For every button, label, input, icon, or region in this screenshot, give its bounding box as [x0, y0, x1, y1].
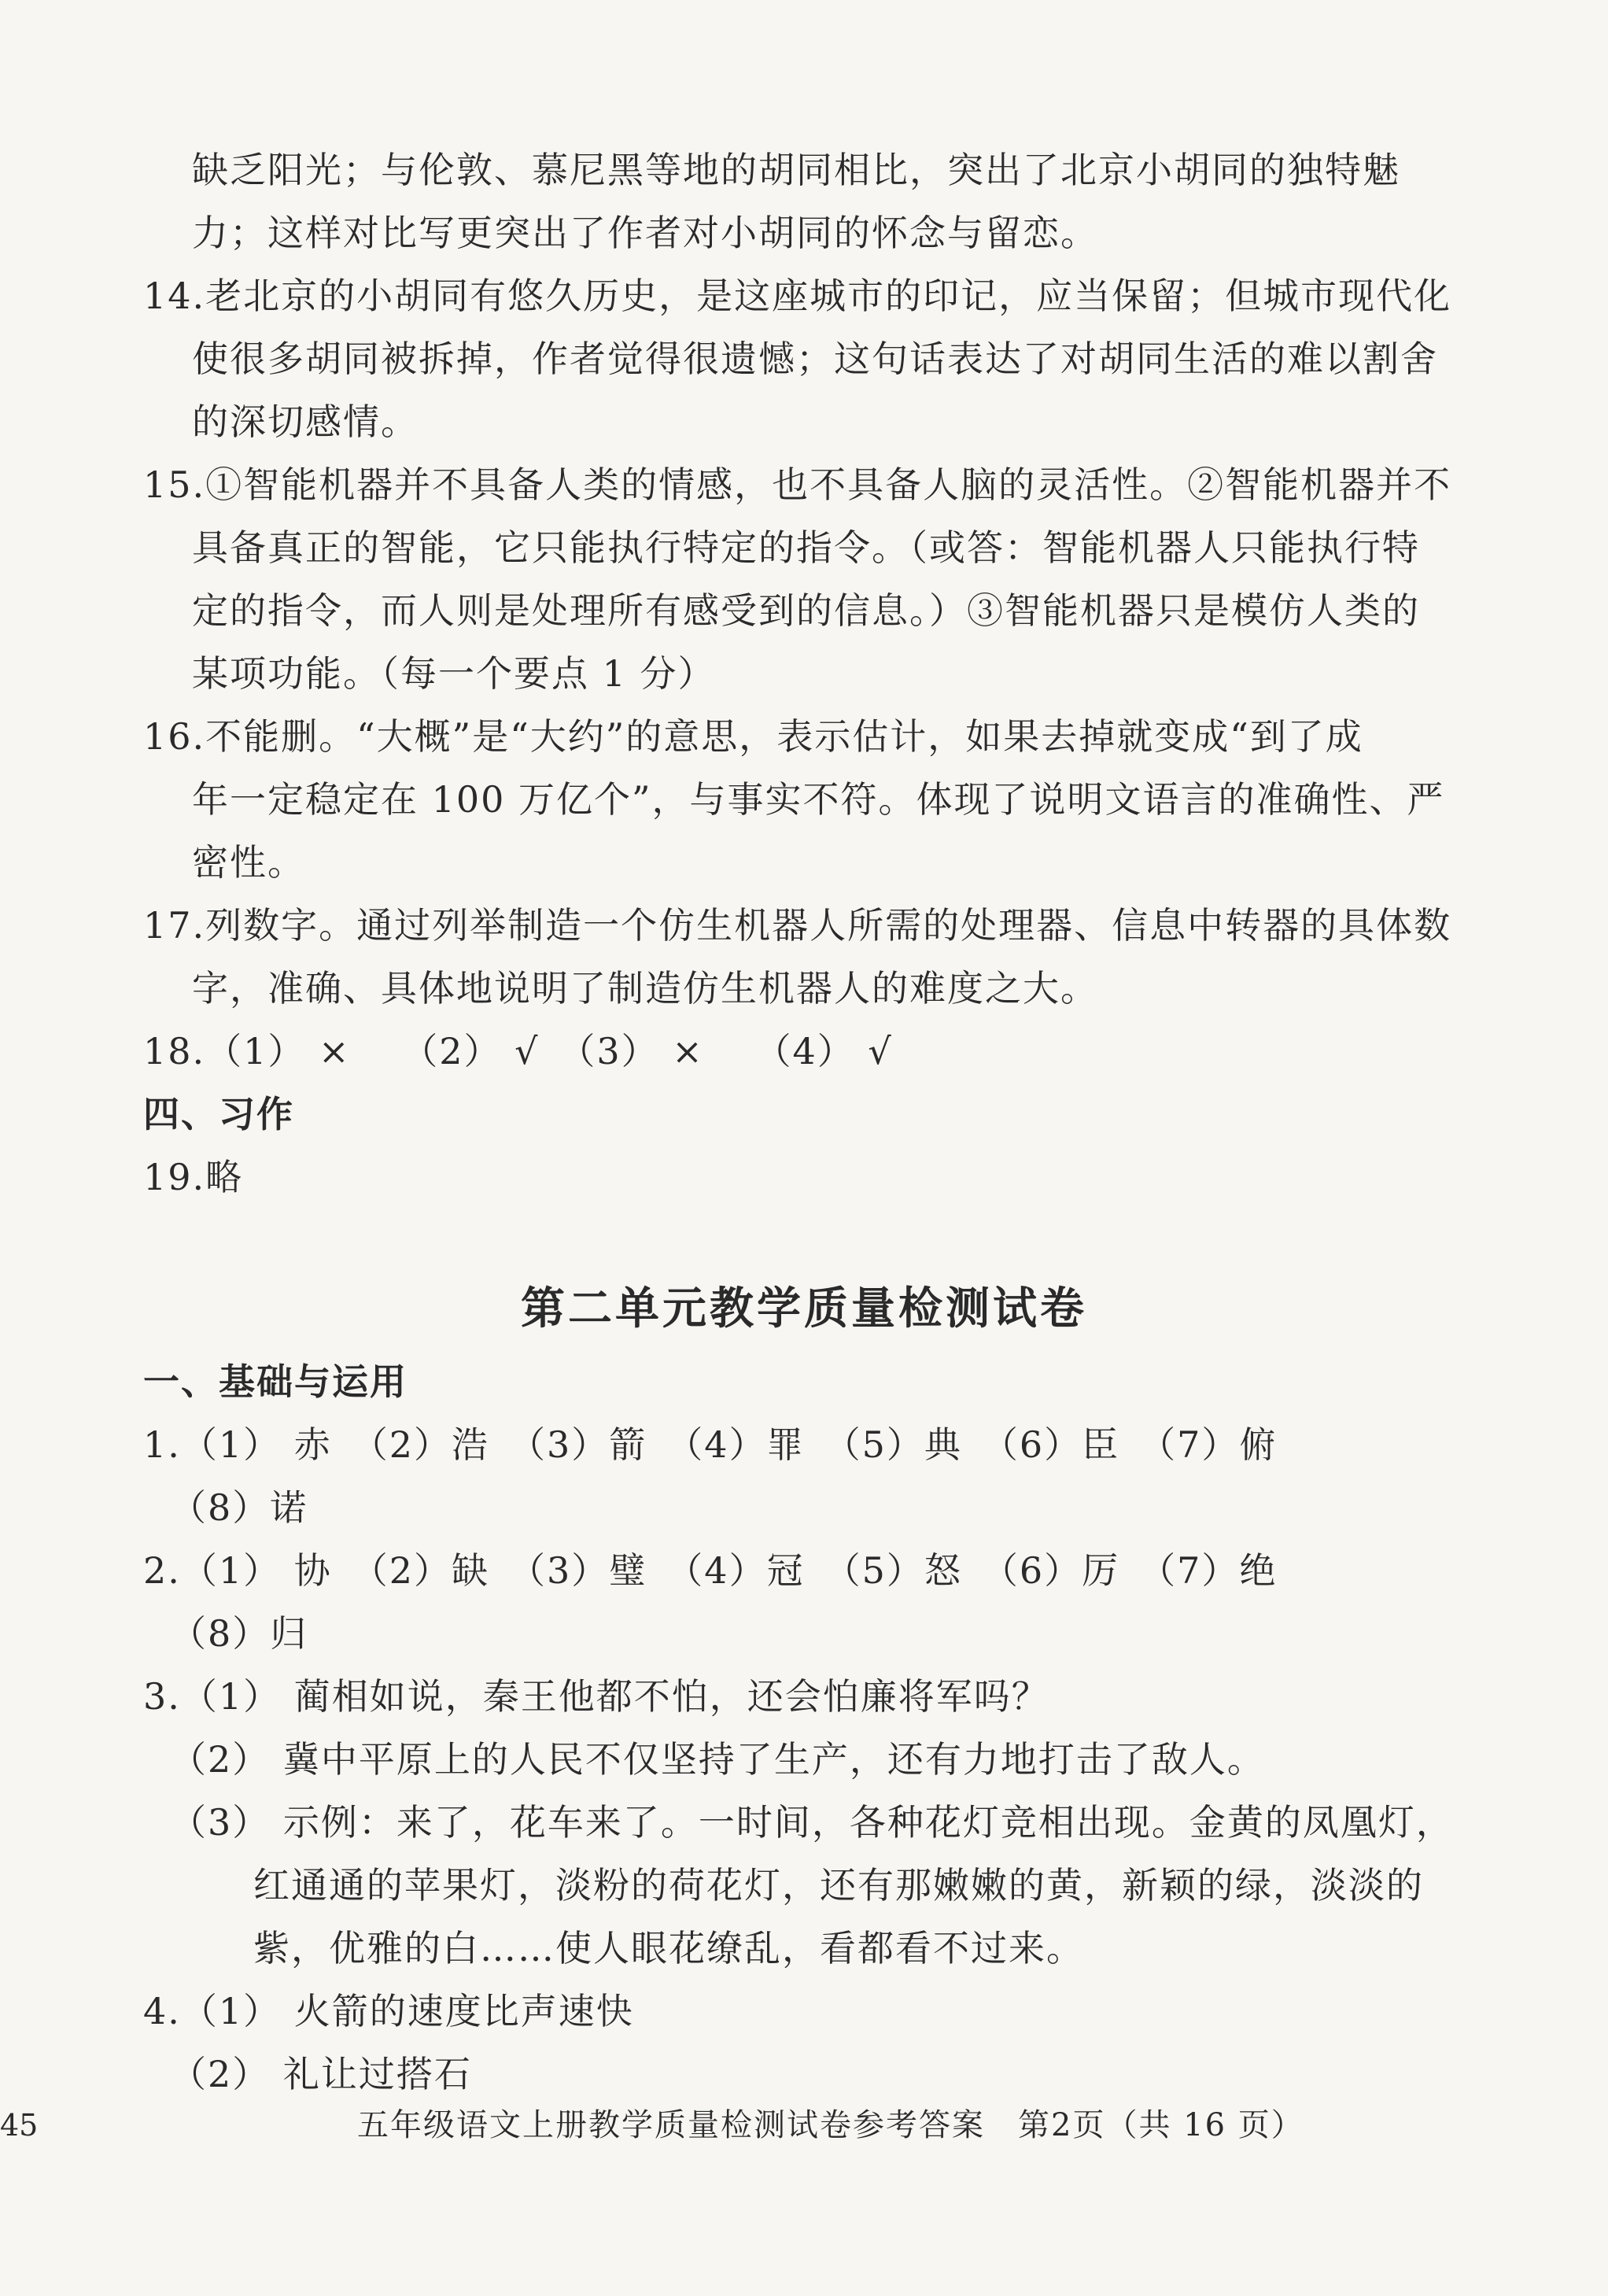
- answer-item-4: 4.（1） 火箭的速度比声速快: [143, 1990, 634, 2032]
- answer-item-19: 19.略: [143, 1156, 244, 1198]
- answer-line: 力；这样对比写更突出了作者对小胡同的怀念与留恋。: [192, 212, 1098, 254]
- answer-item-2: 2.（1） 协 （2）缺 （3）璧 （4）冠 （5）怒 （6）厉 （7）绝: [143, 1549, 1278, 1592]
- answer-line: 的深切感情。: [192, 401, 419, 443]
- answer-line: （8）归: [170, 1612, 308, 1655]
- section-heading: 一、基础与运用: [143, 1360, 408, 1403]
- answer-line: 红通通的苹果灯，淡粉的荷花灯，还有那嫩嫩的黄，新颖的绿，淡淡的: [253, 1864, 1424, 1907]
- answer-item-1: 1.（1） 赤 （2）浩 （3）箭 （4）罪 （5）典 （6）臣 （7）俯: [143, 1423, 1278, 1466]
- answer-line: 某项功能。（每一个要点 1 分）: [192, 652, 716, 695]
- answer-item-15: 15.①智能机器并不具备人类的情感，也不具备人脑的灵活性。②智能机器并不: [143, 463, 1452, 506]
- page-number: 45: [0, 2108, 39, 2143]
- answer-line: （3） 示例：来了，花车来了。一时间，各种花灯竞相出现。金黄的凤凰灯，: [170, 1801, 1454, 1844]
- answer-line: （8）诺: [170, 1486, 308, 1529]
- answer-line: 具备真正的智能，它只能执行特定的指令。（或答：智能机器人只能执行特: [192, 526, 1420, 569]
- answer-line: 字，准确、具体地说明了制造仿生机器人的难度之大。: [192, 967, 1098, 1010]
- answer-item-17: 17.列数字。通过列举制造一个仿生机器人所需的处理器、信息中转器的具体数: [143, 904, 1452, 947]
- section-heading: 四、习作: [143, 1093, 294, 1135]
- section-title: 第二单元教学质量检测试卷: [521, 1283, 1087, 1334]
- answer-item-3: 3.（1） 蔺相如说，秦王他都不怕，还会怕廉将军吗？: [143, 1675, 1049, 1718]
- answer-line: 缺乏阳光；与伦敦、慕尼黑等地的胡同相比，突出了北京小胡同的独特魅: [192, 149, 1400, 191]
- answer-line: （2） 礼让过搭石: [170, 2053, 472, 2095]
- answer-line: 年一定稳定在 100 万亿个”，与事实不符。体现了说明文语言的准确性、严: [192, 778, 1445, 821]
- page-footer: 五年级语文上册教学质量检测试卷参考答案 第2页（共 16 页）: [357, 2107, 1304, 2143]
- answer-item-14: 14.老北京的小胡同有悠久历史，是这座城市的印记，应当保留；但城市现代化: [143, 275, 1452, 317]
- answer-line: 使很多胡同被拆掉，作者觉得很遗憾；这句话表达了对胡同生活的难以割舍: [192, 338, 1438, 380]
- answer-item-18: 18.（1） × （2） √ （3） × （4） √: [143, 1030, 893, 1072]
- answer-line: （2） 冀中平原上的人民不仅坚持了生产，还有力地打击了敌人。: [170, 1738, 1265, 1781]
- answer-line: 定的指令，而人则是处理所有感受到的信息。）③智能机器只是模仿人类的: [192, 589, 1420, 632]
- answer-line: 紫，优雅的白……使人眼花缭乱，看都看不过来。: [253, 1927, 1084, 1969]
- answer-item-16: 16.不能删。“大概”是“大约”的意思，表示估计，如果去掉就变成“到了成: [143, 715, 1363, 758]
- answer-line: 密性。: [192, 841, 305, 884]
